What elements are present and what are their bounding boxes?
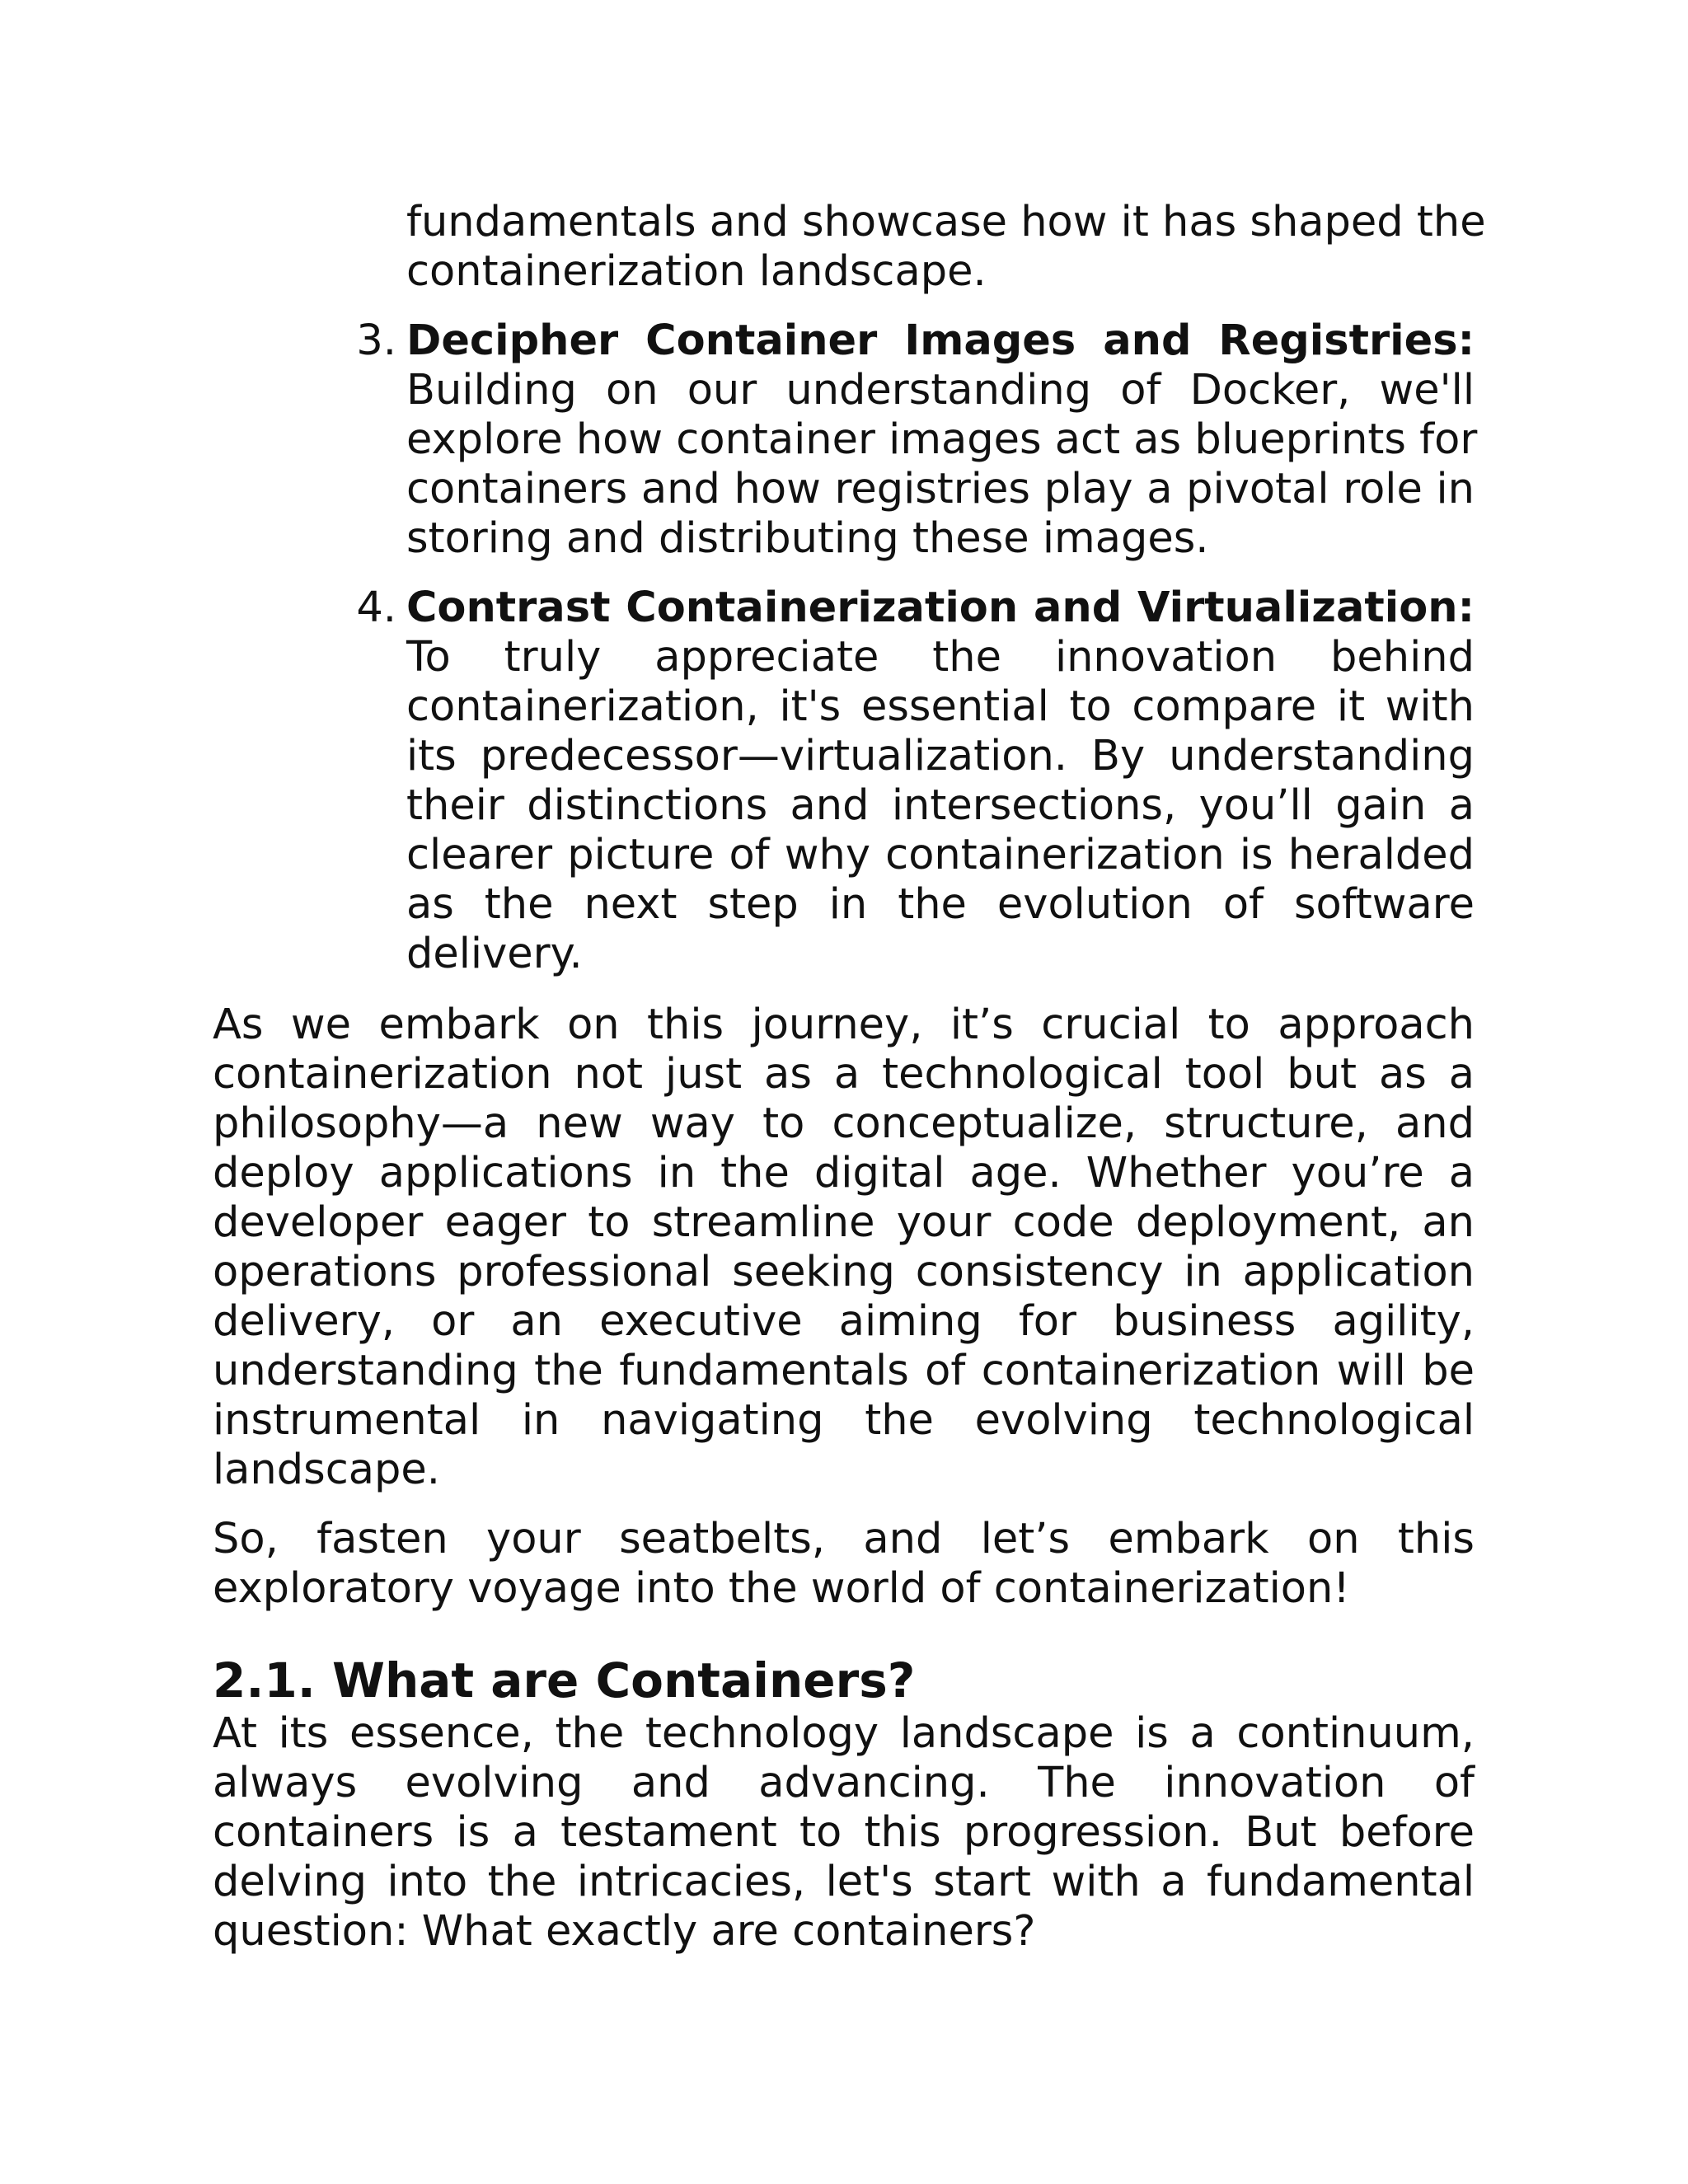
- list-number: 4.: [356, 583, 396, 632]
- list-item-3-line: storing and distributing these images.: [406, 514, 1209, 563]
- section-paragraph-line: delving into the intricacies, let's start with a fundamental: [213, 1858, 1475, 1906]
- section-paragraph-line: At its essence, the technology landscape is a continuum,: [213, 1709, 1475, 1758]
- list-item-4-line: as the next step in the evolution of software: [406, 880, 1475, 929]
- list-item-4-line: clearer picture of why containerization is heralded: [406, 831, 1475, 879]
- paragraph-line: So, fasten your seatbelts, and let’s embark on this: [213, 1515, 1475, 1563]
- list-item-4-line: containerization, it's essential to compare it with: [406, 682, 1475, 731]
- paragraph-line: operations professional seeking consistency in application: [213, 1248, 1475, 1296]
- list-item-3-line: containers and how registries play a pivotal role in: [406, 465, 1475, 513]
- list-item-title: [406, 583, 1475, 633]
- list-item-4-line: To truly appreciate the innovation behind: [406, 633, 1475, 682]
- paragraph-line: exploratory voyage into the world of containerization!: [213, 1564, 1350, 1613]
- section-heading: 2.1. What are Containers?: [213, 1652, 916, 1708]
- list-item-title: [406, 316, 1475, 366]
- list-item-3-title: Decipher Container Images and Registries:: [406, 316, 1475, 365]
- list-item-3-line: Building on our understanding of Docker, we'll: [406, 366, 1475, 415]
- section-paragraph-line: always evolving and advancing. The innovation of: [213, 1759, 1475, 1807]
- paragraph-line: instrumental in navigating the evolving technological: [213, 1396, 1475, 1445]
- section-paragraph-line: containers is a testament to this progression. But before: [213, 1808, 1475, 1857]
- paragraph-line: developer eager to streamline your code deployment, an: [213, 1198, 1475, 1247]
- paragraph-line: As we embark on this journey, it’s crucial to approach: [213, 1001, 1475, 1049]
- section-paragraph-line: question: What exactly are containers?: [213, 1907, 1036, 1956]
- paragraph-line: philosophy—a new way to conceptualize, structure, and: [213, 1099, 1475, 1148]
- list-item-3-line: explore how container images act as blueprints for: [406, 415, 1478, 464]
- list-item-2-line: containerization landscape.: [406, 247, 987, 296]
- paragraph-line: deploy applications in the digital age. Whether you’re a: [213, 1149, 1475, 1197]
- list-item-2-line: fundamentals and showcase how it has shaped the: [406, 198, 1486, 246]
- list-item-4-line: delivery.: [406, 930, 583, 978]
- list-number: 3.: [356, 316, 396, 365]
- list-item-4-line: their distinctions and intersections, you’ll gain a: [406, 781, 1475, 830]
- paragraph-line: containerization not just as a technological tool but as a: [213, 1050, 1475, 1099]
- list-item-4-title: Contrast Containerization and Virtualization:: [406, 583, 1475, 632]
- list-item-4-line: its predecessor—virtualization. By understanding: [406, 732, 1475, 780]
- paragraph-line: landscape.: [213, 1446, 440, 1494]
- paragraph-line: delivery, or an executive aiming for business agility,: [213, 1297, 1475, 1346]
- paragraph-line: understanding the fundamentals of containerization will be: [213, 1347, 1475, 1395]
